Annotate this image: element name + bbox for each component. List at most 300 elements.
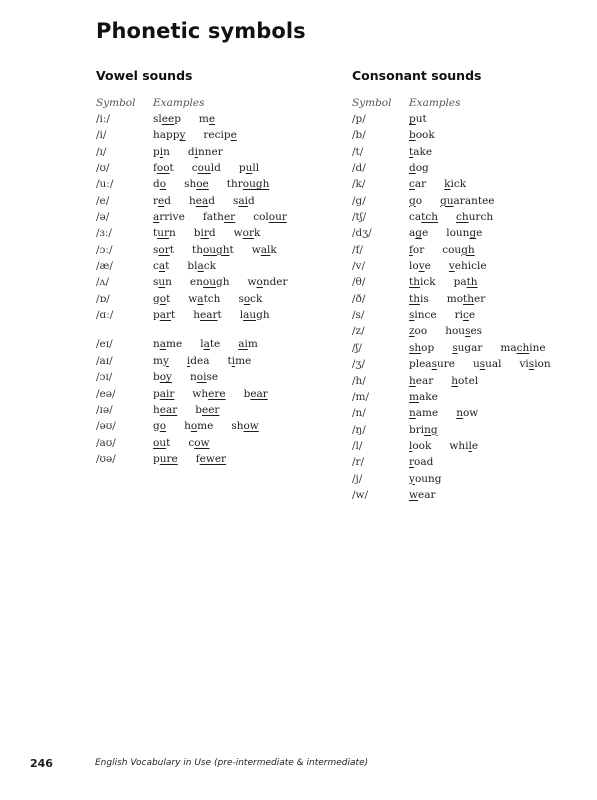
word-part: ine (529, 341, 546, 354)
word-part: m (247, 338, 258, 351)
word-part: m (153, 354, 163, 367)
word-part: t (217, 309, 222, 322)
word-part: f (153, 162, 157, 175)
word-part: nner (197, 145, 223, 158)
word-part: ear (415, 374, 434, 387)
example-words (409, 307, 493, 323)
word-part: thr (226, 178, 243, 191)
table-row (96, 144, 223, 160)
example-word (409, 325, 427, 337)
table-row (96, 291, 263, 307)
word-part: whi (449, 439, 469, 452)
consonant-sounds-section (352, 67, 551, 503)
word-part: d (153, 178, 160, 191)
underlined-letters: th (463, 292, 474, 305)
underlined-letters: air (159, 387, 175, 400)
word-part: loun (446, 227, 470, 240)
table-row (352, 258, 487, 274)
underlined-letters: v (418, 260, 425, 273)
word-part: s (153, 276, 159, 289)
example-word (187, 355, 210, 367)
underlined-letters: ou (202, 276, 216, 289)
word-part: t (165, 260, 170, 273)
underlined-letters: or (242, 227, 254, 240)
example-word (193, 309, 222, 321)
word-part: p (153, 452, 160, 465)
underlined-letters: e (158, 194, 165, 207)
example-word (409, 456, 433, 468)
word-part: plea (409, 358, 432, 371)
underlined-letters: l (409, 439, 413, 452)
example-word (153, 162, 174, 174)
example-words (153, 307, 288, 323)
example-words (409, 274, 496, 290)
vowel-table (96, 111, 288, 467)
table-row (352, 274, 481, 290)
underlined-letters: ear (159, 403, 178, 416)
book-title: English Vocabulary in Use (pre-intermediate & intermediate) (95, 758, 369, 768)
word-part: ugar (457, 341, 483, 354)
example-words (409, 323, 500, 339)
consonant-table (352, 111, 551, 503)
table-row (96, 127, 237, 143)
example-word (409, 473, 442, 485)
word-part: h (188, 194, 196, 207)
example-word (153, 260, 169, 272)
table-row (352, 422, 481, 438)
phonetic-symbol: /ɒ/ (96, 292, 110, 305)
word-part: ld (210, 162, 221, 175)
word-part: or (412, 243, 425, 256)
underlined-letters: y (162, 354, 169, 367)
underlined-letters: ai (238, 338, 248, 351)
word-part: n (153, 338, 160, 351)
word-part: fath (202, 211, 224, 224)
word-part: k (270, 243, 277, 256)
phonetic-symbol: /ɑː/ (96, 309, 114, 322)
example-word (238, 293, 262, 305)
word-part: ear (418, 488, 436, 501)
word-part: gh (216, 276, 230, 289)
table-row (96, 111, 216, 127)
word-part: ll (252, 162, 260, 175)
underlined-letters: ee (161, 113, 175, 125)
word-part: f (195, 452, 200, 465)
example-word (153, 437, 170, 449)
example-word (153, 338, 182, 350)
word-part: d (208, 194, 215, 207)
word-part: wh (192, 387, 209, 400)
word-part: cou (442, 243, 462, 256)
word-part: u (472, 358, 480, 371)
word-part: se (206, 371, 219, 384)
word-part: me (235, 354, 252, 367)
word-part: col (253, 211, 269, 224)
underlined-letters: c (463, 309, 469, 322)
example-word (454, 276, 478, 288)
table-row (96, 418, 259, 434)
example-words (153, 111, 233, 127)
example-words (153, 451, 244, 467)
word-part: oad (414, 456, 434, 469)
word-part: ow (462, 407, 479, 420)
underlined-letters: o (159, 292, 167, 305)
example-words (153, 242, 295, 258)
word-part: ut (415, 113, 427, 125)
underlined-letters: p (409, 113, 416, 125)
example-words (409, 193, 513, 209)
phonetic-symbol: /ŋ/ (352, 423, 366, 436)
page-number: 246 (30, 757, 53, 770)
phonetic-symbol: /e/ (96, 194, 110, 207)
example-word (188, 146, 223, 158)
word-part: otel (458, 374, 479, 387)
phonetic-symbol: /t/ (352, 145, 364, 158)
word-part: hou (445, 325, 466, 338)
word-part: e (424, 260, 431, 273)
word-part: b (193, 227, 201, 240)
phonetic-symbol: /ɪə/ (96, 403, 113, 416)
phonetic-symbol: /k/ (352, 178, 366, 191)
example-word (455, 309, 476, 321)
example-word (409, 342, 434, 354)
example-word (409, 407, 438, 419)
example-word (409, 489, 436, 501)
example-word (409, 440, 431, 452)
example-words (409, 438, 496, 454)
underlined-letters: eer (202, 403, 220, 416)
word-part: pa (453, 276, 467, 289)
word-part: p (153, 387, 160, 400)
word-part: gh (256, 309, 270, 322)
phonetic-symbol: /tʃ/ (352, 211, 367, 224)
table-row (96, 160, 260, 176)
underlined-letters: e (230, 129, 237, 142)
underlined-letters: h (409, 374, 416, 387)
example-word (409, 227, 428, 239)
table-row (96, 402, 220, 418)
word-part: t (171, 309, 176, 322)
word-part: ca (409, 211, 422, 224)
consonant-column-headers (352, 95, 481, 111)
underlined-letters: z (409, 325, 415, 338)
examples-column-header: Examples (409, 97, 461, 109)
table-row (352, 193, 495, 209)
example-word (451, 375, 478, 387)
example-word (233, 195, 255, 207)
example-words (409, 422, 456, 438)
table-row (96, 386, 268, 402)
word-part: ick (419, 276, 436, 289)
example-word (153, 371, 172, 383)
table-row (96, 307, 270, 323)
example-word (203, 211, 235, 223)
underlined-letters: s (452, 341, 458, 354)
table-row (352, 242, 481, 258)
table-row (352, 454, 481, 470)
underlined-letters: i (186, 354, 191, 367)
phonetic-symbol: /i/ (96, 129, 107, 142)
example-words (409, 487, 454, 503)
underlined-letters: f (409, 243, 413, 256)
word-part: a (409, 227, 416, 240)
underlined-letters: tch (421, 211, 439, 224)
table-row (96, 258, 216, 274)
example-words (409, 389, 456, 405)
phonetic-symbol: /aɪ/ (96, 354, 113, 367)
table-row (352, 438, 481, 454)
underlined-letters: our (268, 211, 287, 224)
example-words (153, 144, 241, 160)
table-row (96, 336, 258, 352)
example-word (409, 211, 438, 223)
example-word (409, 162, 429, 174)
word-part: bl (187, 260, 198, 273)
word-part: d (187, 145, 195, 158)
word-part: es (470, 325, 483, 338)
example-words (153, 258, 234, 274)
word-part: rrive (159, 211, 185, 224)
word-part: c (153, 260, 159, 273)
table-row (96, 225, 261, 241)
word-part: ake (413, 145, 433, 158)
example-word (456, 211, 493, 223)
table-row (96, 435, 210, 451)
underlined-letters: b (409, 129, 416, 142)
table-row (352, 127, 481, 143)
phonetic-symbol: /r/ (352, 456, 365, 469)
phonetic-symbol: /ʊə/ (96, 452, 116, 465)
example-words (409, 258, 505, 274)
underlined-letters: g (469, 227, 477, 240)
word-part: ma (500, 341, 517, 354)
word-part: me (197, 420, 214, 433)
word-part: w (247, 276, 257, 289)
phonetic-symbol: /ʌ/ (96, 276, 110, 289)
example-word (409, 309, 437, 321)
underlined-letters: u (158, 276, 166, 289)
example-words (409, 225, 500, 241)
example-word (196, 453, 226, 465)
example-word (234, 227, 261, 239)
word-part: recip (203, 129, 231, 142)
phonetic-symbol: /s/ (352, 309, 365, 322)
underlined-letters: s (465, 325, 471, 338)
example-word (190, 276, 230, 288)
word-part: og (415, 162, 429, 175)
underlined-letters: ar (159, 309, 172, 322)
word-part: p (153, 145, 160, 158)
word-part: l (239, 309, 244, 322)
example-words (409, 454, 451, 470)
example-word (203, 129, 236, 141)
consonant-sounds-heading: Consonant sounds (352, 68, 482, 83)
word-part: b (195, 403, 202, 416)
word-part: s (238, 292, 244, 305)
example-word (189, 195, 215, 207)
word-part: ual (485, 358, 502, 371)
word-part: h (153, 403, 160, 416)
underlined-letters: u (245, 162, 253, 175)
phonetic-symbol: /uː/ (96, 178, 114, 191)
example-words (153, 369, 236, 385)
example-word (239, 162, 259, 174)
underlined-letters: n (456, 407, 463, 420)
phonetic-symbol: /v/ (352, 260, 366, 273)
example-word (194, 227, 216, 239)
word-part: m (198, 113, 209, 125)
example-word (153, 453, 178, 465)
underlined-letters: o (159, 178, 167, 191)
example-word (444, 178, 466, 190)
word-part: t (153, 227, 158, 240)
phonetic-symbol: /eə/ (96, 387, 116, 400)
example-words (153, 418, 277, 434)
word-part: n (190, 371, 197, 384)
underlined-letters: d (409, 162, 416, 175)
underlined-letters: w (409, 488, 418, 501)
word-part: ince (414, 309, 437, 322)
example-word (449, 440, 478, 452)
word-part: n (169, 227, 176, 240)
table-row (352, 144, 481, 160)
underlined-letters: t (409, 145, 414, 158)
word-part: h (193, 309, 201, 322)
phonetic-symbol: /æ/ (96, 260, 113, 273)
underlined-letters: s (431, 358, 437, 371)
example-word (447, 293, 486, 305)
word-part: me (166, 338, 183, 351)
word-part: nder (262, 276, 288, 289)
word-part: e (471, 439, 479, 452)
underlined-letters: ewer (199, 452, 227, 465)
word-part: k (254, 227, 261, 240)
example-word (452, 342, 482, 354)
word-part: dea (190, 354, 210, 367)
word-part: ook (412, 439, 432, 452)
table-row (352, 176, 481, 192)
example-word (520, 358, 551, 370)
underlined-letters: v (448, 260, 455, 273)
example-words (153, 402, 237, 418)
underlined-letters: oo (156, 162, 170, 175)
word-part: n (163, 145, 170, 158)
table-row (96, 451, 227, 467)
example-word (409, 424, 438, 436)
example-words (409, 176, 484, 192)
table-row (352, 209, 494, 225)
word-part: s (153, 243, 159, 256)
word-part: c (188, 436, 195, 449)
example-word (473, 358, 502, 370)
table-row (352, 111, 481, 127)
phonetic-symbol: /ɪ/ (96, 145, 107, 158)
phonetic-symbol: /g/ (352, 194, 366, 207)
example-word (190, 371, 218, 383)
word-part: w (233, 227, 243, 240)
underlined-letters: oy (159, 371, 172, 384)
word-part: ure (436, 358, 455, 371)
underlined-letters: g (415, 227, 422, 240)
word-part: p (153, 309, 160, 322)
phonetic-symbol: /əʊ/ (96, 420, 116, 433)
underlined-letters: th (409, 276, 420, 289)
example-word (184, 420, 213, 432)
example-word (445, 325, 482, 337)
table-row (96, 209, 287, 225)
underlined-letters: al (260, 243, 271, 256)
phonetic-symbol: /ʒ/ (352, 358, 366, 371)
phonetic-symbol: /ʃ/ (352, 341, 362, 354)
table-row (352, 307, 481, 323)
word-part: b (243, 387, 251, 400)
word-part: oung (414, 472, 442, 485)
word-part: d (164, 194, 171, 207)
phonetic-symbol: /b/ (352, 129, 366, 142)
word-part: sl (153, 113, 162, 125)
underlined-letters: a (159, 338, 167, 351)
example-word (409, 178, 426, 190)
phonetic-symbol: /iː/ (96, 113, 110, 125)
table-row (352, 340, 546, 356)
underlined-letters: h (451, 374, 459, 387)
underlined-letters: ure (159, 452, 178, 465)
word-part: ck (250, 292, 263, 305)
word-part: t (166, 292, 171, 305)
example-word (409, 113, 427, 125)
table-row (352, 225, 481, 241)
example-word (409, 244, 424, 256)
word-part: ar (414, 178, 427, 191)
example-words (153, 209, 305, 225)
example-word (442, 244, 474, 256)
underlined-letters: er (223, 211, 236, 224)
example-word (409, 391, 438, 403)
table-row (352, 405, 481, 421)
page-footer (30, 757, 369, 770)
example-words (153, 274, 306, 290)
underlined-letters: a (153, 211, 160, 224)
example-word (187, 260, 216, 272)
underlined-letters: o (243, 292, 251, 305)
underlined-letters: or (158, 243, 170, 256)
word-part: t (229, 243, 234, 256)
example-words (153, 435, 228, 451)
example-word (244, 388, 268, 400)
table-row (96, 176, 270, 192)
table-row (352, 471, 481, 487)
example-words (409, 405, 496, 421)
word-part: is (419, 292, 429, 305)
example-words (409, 127, 453, 143)
word-part: lo (409, 260, 419, 273)
underlined-letters: s (409, 309, 415, 322)
example-word (446, 227, 482, 239)
example-word (188, 293, 220, 305)
table-row (352, 160, 481, 176)
word-part: er (474, 292, 486, 305)
word-part: ake (418, 390, 438, 403)
example-word (153, 244, 174, 256)
underlined-letters: ough (242, 178, 270, 191)
underlined-letters: o (159, 420, 167, 433)
underlined-letters: ear (200, 309, 218, 322)
example-words (409, 471, 460, 487)
word-part: th (191, 243, 203, 256)
phonetic-symbol: /w/ (352, 488, 369, 501)
example-word (231, 420, 258, 432)
table-row (352, 373, 481, 389)
